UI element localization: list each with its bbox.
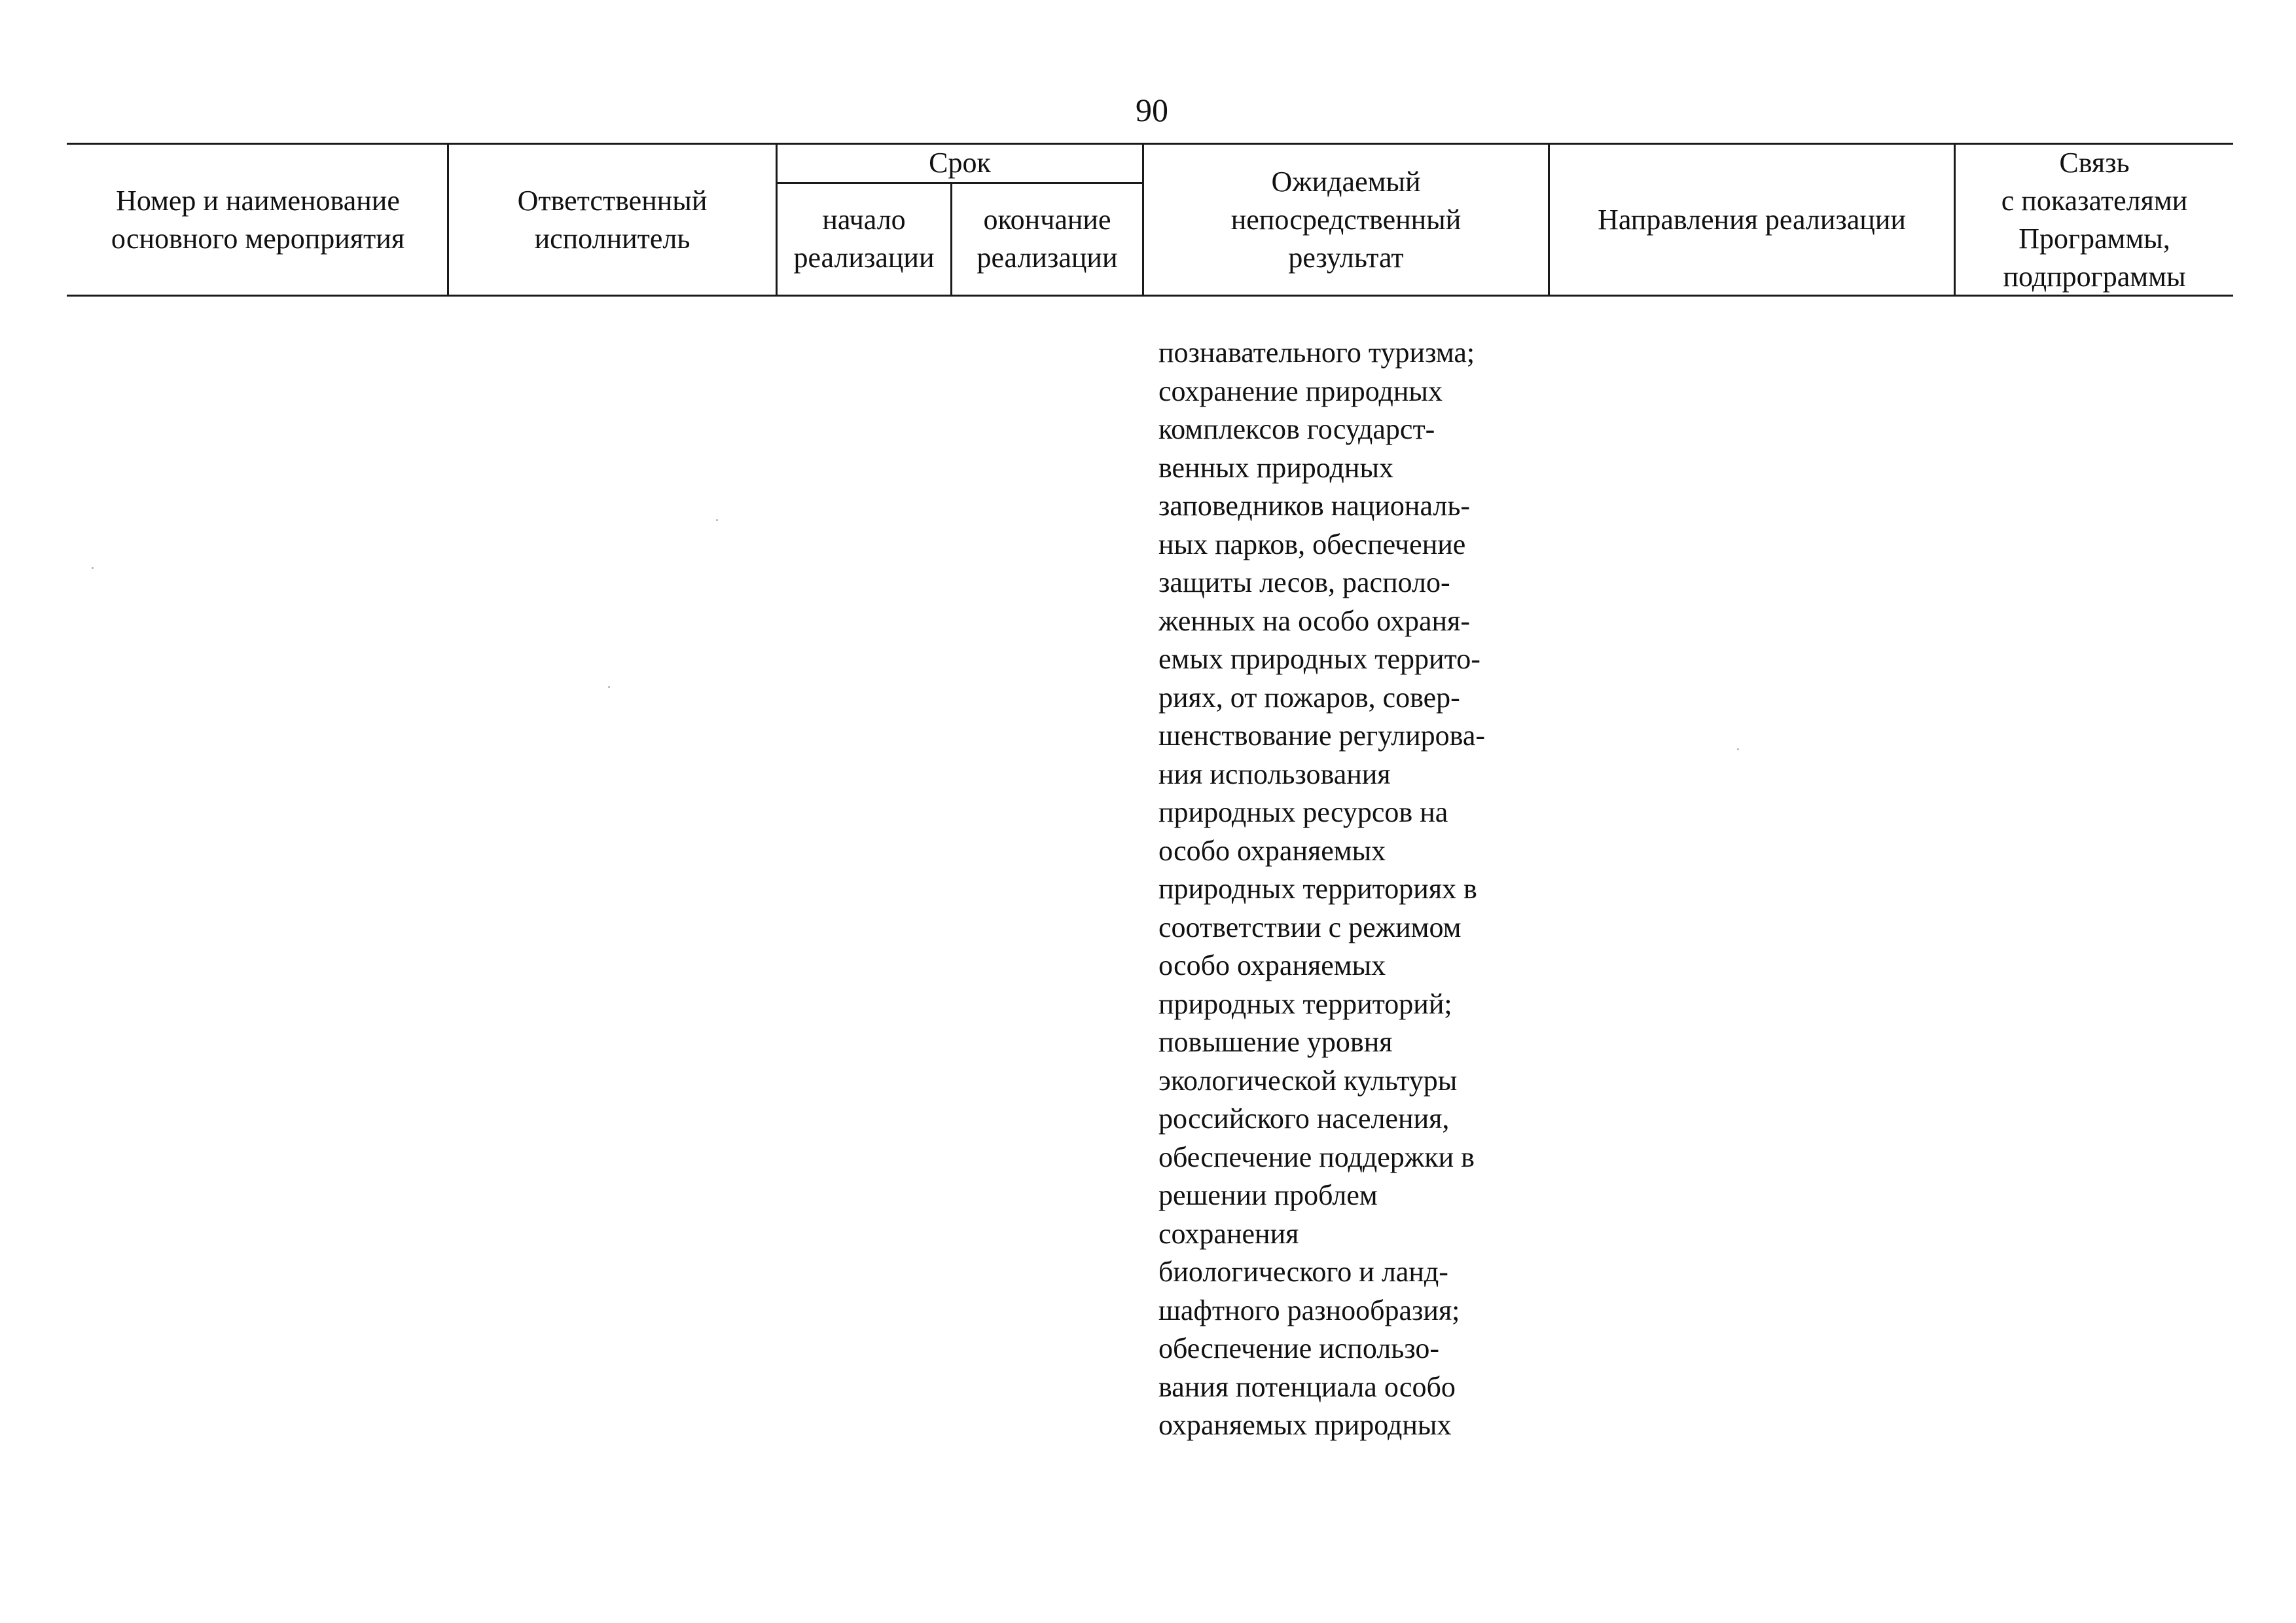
table-top-border <box>67 143 2233 145</box>
term-divider-line <box>776 182 1142 184</box>
scan-speck <box>92 567 94 569</box>
header-end: окончание реализации <box>977 204 1118 274</box>
header-link: Связь с показателями Программы, подпрограммы <box>2001 147 2188 293</box>
header-start: начало реализации <box>793 204 935 274</box>
scan-speck <box>608 686 610 688</box>
header-executor: Ответственный исполнитель <box>517 185 708 255</box>
scan-speck <box>716 519 718 521</box>
header-measure: Номер и наименование основного мероприятия <box>111 185 405 255</box>
header-bottom-border <box>67 295 2233 297</box>
expected-result-text: познавательного туризма; сохранение природных комплексов государст- венных природных заповедников националь- ных парков, обеспечение защиты лесов, располо- женных на особо охраня- емых природных террито- риях, от пожаров, совер- шенствование регулирова- ния использования природных ресурсов на особо охраняемых природных территориях в соответствии с режимом особо охраняемых природных территорий; повышение уровня экологической культуры российского населения, обеспечение поддержки в решении проблем сохранения биологического и ланд- шафтного разнообразия; обеспечение использо- вания потенциала особо охраняемых природных <box>1158 337 1486 1441</box>
header-expected-result: Ожидаемый непосредственный результат <box>1230 166 1462 274</box>
scan-speck <box>1737 748 1739 750</box>
header-term: Срок <box>929 147 991 179</box>
header-directions: Направления реализации <box>1598 204 1906 236</box>
page-number: 90 <box>1136 92 1168 128</box>
